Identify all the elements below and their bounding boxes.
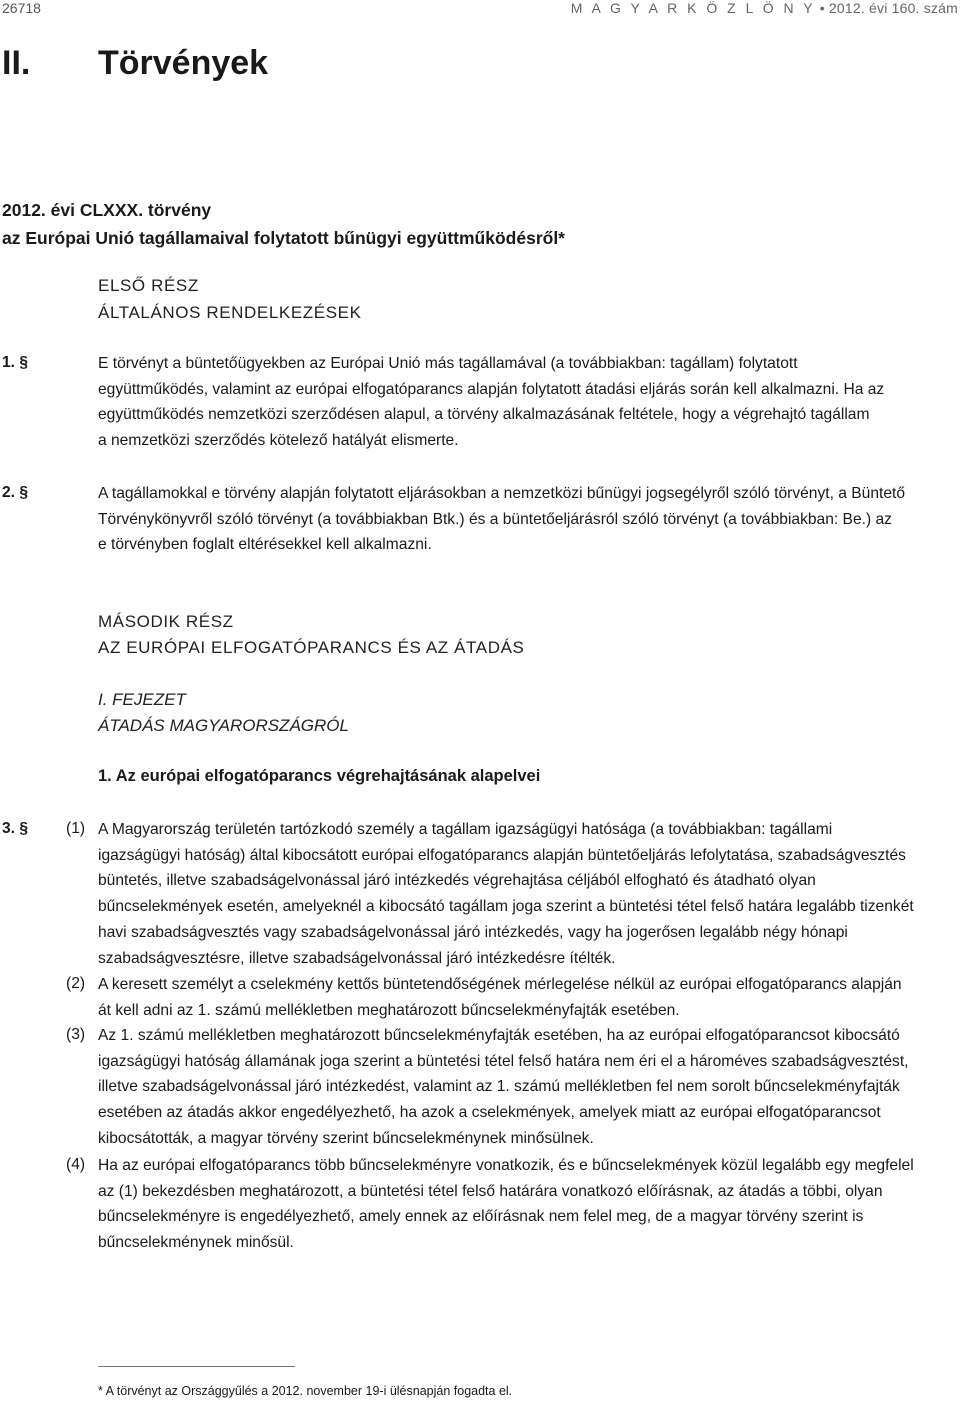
part2-title: AZ EURÓPAI ELFOGATÓPARANCS ÉS AZ ÁTADÁS	[98, 638, 525, 657]
text-line: Az 1. számú mellékletben meghatározott bűncselekményfajták esetében, ha az európai elfogatóparancsot kibocsátó	[98, 1027, 900, 1044]
subsection-number: (4)	[66, 1156, 86, 1173]
section-title: Törvények	[98, 44, 269, 82]
journal-name: M A G Y A R K Ö Z L Ö N Y	[570, 0, 816, 16]
text-line: Törvénykönyvről szóló törvényt (a továbbiakban Btk.) és a büntetőeljárásról szóló törvényt (a továbbiakban: Be.) az	[98, 510, 892, 528]
text-line: igazságügyi hatóság) által kibocsátott európai elfogatóparancs alapján büntetőeljárás lefolytatása, szabadságvesztés	[98, 846, 906, 864]
running-header	[571, 0, 958, 16]
text-line: együttműködés nemzetközi szerződésen alapul, a törvény alkalmazásának feltétele, hogy a végrehajtó tagállam	[98, 406, 870, 424]
text-line: az (1) bekezdésben meghatározott, a büntetési tétel felső határára vonatkozó előírásnak, az átadás a többi, olyan	[98, 1182, 883, 1200]
section-3-4-text	[98, 1153, 958, 1256]
text-line: bűncselekménynek minősül.	[98, 1234, 294, 1252]
part2-label: MÁSODIK RÉSZ	[98, 612, 234, 631]
text-line: kibocsátották, a magyar törvény szerint bűncselekménynek minősülnek.	[98, 1129, 594, 1147]
text-line: át kell adni az 1. számú mellékletben meghatározott bűncselekményfajták esetében.	[98, 1001, 680, 1019]
section-1-number: 1. §	[2, 354, 29, 371]
law-number: 2012. évi CLXXX. törvény	[2, 200, 212, 220]
section-1-text	[98, 351, 958, 454]
chapter-title: ÁTADÁS MAGYARORSZÁGRÓL	[98, 716, 349, 735]
text-line: együttműködés, valamint az európai elfogatóparancs alapján folytatott átadási eljárás során kell alkalmazni. Ha az	[98, 380, 885, 398]
text-line: igazságügyi hatóság államának joga szerint a büntetési tétel felső határa nem éri el a hároméves szabadságvesztést,	[98, 1052, 909, 1070]
bullet: •	[819, 0, 825, 16]
text-line: illetve szabadságelvonással járó intézkedést, valamint az 1. számú mellékletben fel nem sorolt bűncselekményfajták	[98, 1078, 900, 1096]
subsection-number: (3)	[66, 1026, 86, 1043]
text-line: A tagállamokkal e törvény alapján folytatott eljárásokban a nemzetközi bűnügyi jogsegélyről szóló törvényt, a Büntető	[98, 485, 906, 502]
law-subject: az Európai Unió tagállamaival folytatott bűnügyi együttműködésről*	[2, 228, 565, 248]
text-line: büntetés, illetve szabadságelvonással járó intézkedés végrehajtása céljából elfogható és átadható olyan	[98, 872, 816, 890]
text-line: a nemzetközi szerződés kötelező hatályát elismerte.	[98, 432, 459, 450]
text-line: A keresett személyt a cselekmény kettős büntetendőségének mérlegelése nélkül az európai elfogatóparancs alapján	[98, 976, 902, 993]
section-2-number: 2. §	[2, 484, 29, 501]
text-line: E törvényt a büntetőügyekben az Európai Unió más tagállamával (a továbbiakban: tagállam) folytatott	[98, 355, 798, 372]
footnote: * A törvényt az Országgyűlés a 2012. november 19-i ülésnapján fogadta el.	[98, 1384, 513, 1398]
text-line: A Magyarország területén tartózkodó személy a tagállam igazságügyi hatósága (a továbbiakban: tagállami	[98, 821, 833, 838]
text-line: Ha az európai elfogatóparancs több bűncselekményre vonatkozik, és e bűncselekmények közül legalább egy megfelel	[98, 1157, 914, 1174]
subsection-number: (2)	[66, 975, 86, 992]
footnote-divider	[98, 1366, 295, 1367]
section-3-1-text	[98, 817, 958, 971]
section-roman-numeral: II.	[2, 44, 31, 82]
page-number: 26718	[2, 0, 41, 16]
text-line: esetében az átadás akkor engedélyezhető, ha azok a cselekmények, amelyek miatt az európai elfogatóparancsot	[98, 1104, 881, 1122]
text-line: bűncselekmények esetén, amelyeknél a kibocsátó tagállam joga szerint a büntetési tétel felső határa legalább tizenkét	[98, 898, 914, 916]
text-line: bűncselekményre is engedélyezhető, amely ennek az előírásnak nem felel meg, de a magyar törvény szerint is	[98, 1208, 864, 1226]
section-3-2-text	[98, 972, 958, 1023]
section-3-number: 3. §	[2, 820, 29, 837]
part1-label: ELSŐ RÉSZ	[98, 276, 199, 295]
text-line: havi szabadságvesztés vagy szabadságelvonással járó intézkedés, vagy ha jogerősen legalább négy hónapi	[98, 923, 848, 941]
subsection-title: 1. Az európai elfogatóparancs végrehajtásának alapelvei	[98, 767, 541, 785]
section-2-text	[98, 481, 958, 558]
subsection-number: (1)	[66, 820, 86, 837]
text-line: szabadságvesztésre, illetve szabadságelvonással járó intézkedésre ítélték.	[98, 949, 616, 967]
text-line: e törvényben foglalt eltérésekkel kell alkalmazni.	[98, 536, 432, 554]
part1-title: ÁLTALÁNOS RENDELKEZÉSEK	[98, 303, 362, 322]
section-3-3-text	[98, 1023, 958, 1152]
chapter-label: I. FEJEZET	[98, 690, 186, 709]
issue-info: 2012. évi 160. szám	[828, 0, 958, 16]
